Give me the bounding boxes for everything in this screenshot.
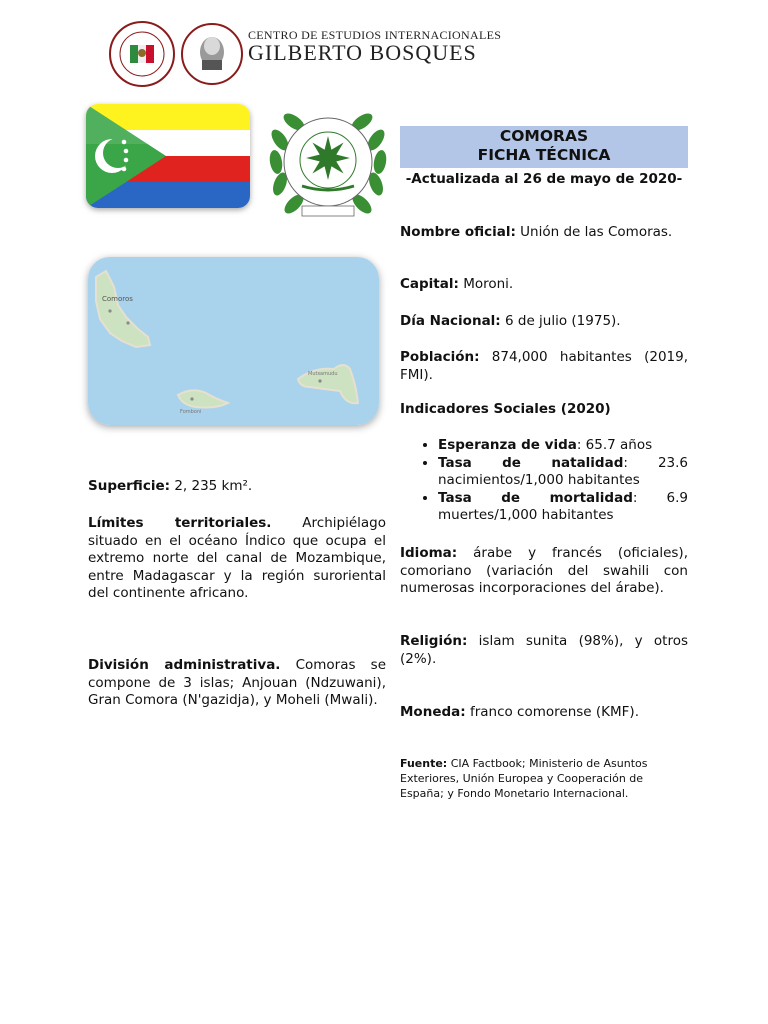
capital [400, 276, 688, 294]
religion [400, 633, 688, 668]
list-item [438, 437, 688, 455]
superficie-label: Superficie: [88, 478, 171, 494]
poblacion [400, 349, 688, 384]
moneda-label: Moneda: [400, 704, 466, 720]
indicador-value: : 65.7 años [576, 437, 653, 453]
map-label-town1: Fomboni [180, 409, 202, 415]
coat-of-arms [262, 102, 394, 226]
limites-value: Archipiélago situado en el océano Índico que ocupa el extremo norte del canal de Mozambique, entre Madagascar y la región suroriental del continente africano. [88, 515, 386, 601]
moneda-value: franco comorense (KMF). [469, 704, 639, 720]
superficie [88, 478, 386, 496]
indicador-label: Tasa de natalidad [438, 454, 624, 471]
title-line1: COMORAS [499, 127, 589, 145]
religion-value: islam sunita (98%), y otros (2%). [400, 633, 688, 667]
indicadores-list [400, 437, 688, 525]
poblacion-label: Población: [400, 349, 480, 365]
dia-label: Día Nacional: [400, 313, 501, 329]
indicador-value: : 23.6 nacimientos/1,000 habitantes [438, 454, 688, 488]
map-label-town2: Mutsamudu [308, 371, 338, 377]
poblacion-value: 874,000 habitantes (2019, FMI). [400, 349, 688, 383]
moneda [400, 704, 688, 722]
nombre-oficial [400, 224, 688, 242]
update-date: -Actualizada al 26 de mayo de 2020- [405, 171, 683, 187]
list-item [438, 455, 688, 490]
fuente-label: Fuente: [400, 757, 448, 770]
division [88, 657, 386, 710]
nombre-value: Unión de las Comoras. [520, 224, 673, 240]
map-label-comoros: Comoros [102, 295, 133, 303]
idioma-label: Idioma: [400, 545, 458, 561]
dia-value: 6 de julio (1975). [505, 313, 621, 329]
nombre-label: Nombre oficial: [400, 224, 516, 240]
idioma [400, 545, 688, 598]
fuente [400, 756, 688, 801]
senate-seal [108, 20, 176, 88]
institution-name [248, 28, 501, 66]
division-value: Comoras se compone de 3 islas; Anjouan (Ndzuwani), Gran Comora (N'gazidja), y Moheli (Mwali). [88, 657, 386, 708]
indicadores-label: Indicadores Sociales (2020) [400, 401, 611, 417]
division-label: División administrativa. [88, 657, 281, 673]
indicador-label: Tasa de mortalidad [438, 489, 633, 506]
limites-label: Límites territoriales. [88, 515, 272, 531]
list-item [438, 490, 688, 525]
institution-line1: CENTRO DE ESTUDIOS INTERNACIONALES [248, 28, 502, 42]
capital-value: Moroni. [463, 276, 514, 292]
idioma-value: árabe y francés (oficiales), comoriano (variación del swahili con numerosas incorporaciones del árabe). [400, 545, 688, 596]
institution-line2: GILBERTO BOSQUES [248, 40, 477, 65]
indicadores-heading [400, 401, 688, 419]
page-title [400, 126, 688, 168]
capital-label: Capital: [400, 276, 459, 292]
religion-label: Religión: [400, 633, 468, 649]
fuente-value: CIA Factbook; Ministerio de Asuntos Exteriores, Unión Europea y Cooperación de España; y Fondo Monetario Internacional. [400, 757, 648, 800]
dia-nacional [400, 313, 688, 331]
comoros-flag [86, 104, 250, 208]
bosques-seal [180, 20, 244, 88]
indicador-value: : 6.9 muertes/1,000 habitantes [438, 489, 688, 523]
superficie-value: 2, 235 km². [174, 478, 253, 494]
title-line2: FICHA TÉCNICA [477, 146, 611, 164]
limites [88, 515, 386, 603]
indicador-label: Esperanza de vida [438, 437, 577, 453]
comoros-map [88, 257, 379, 425]
